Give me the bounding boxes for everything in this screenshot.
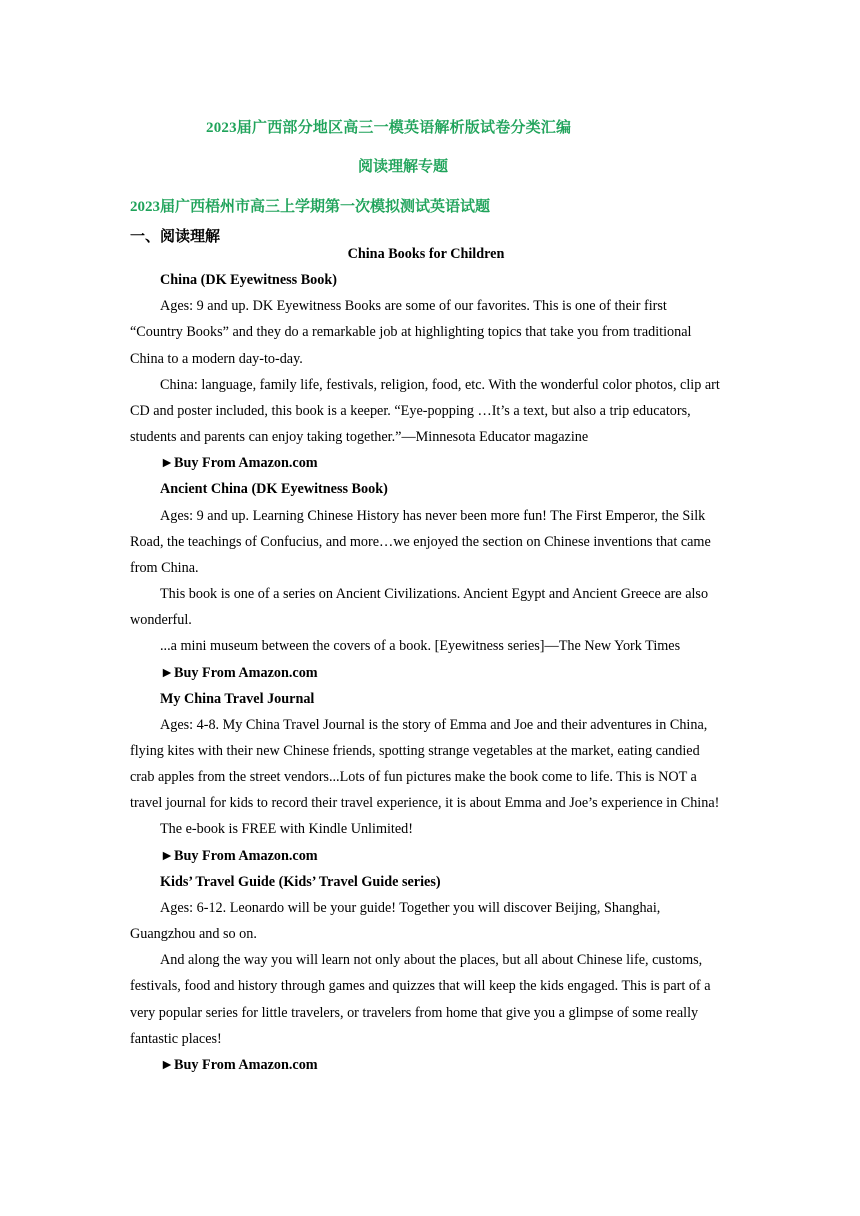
- book-paragraph: The e-book is FREE with Kindle Unlimited!: [160, 821, 413, 838]
- section-label: 一、阅读理解: [130, 229, 221, 245]
- book-title: Kids’ Travel Guide (Kids’ Travel Guide series): [160, 873, 441, 890]
- buy-link[interactable]: ►Buy From Amazon.com: [160, 847, 318, 864]
- document-title: 2023届广西部分地区高三一模英语解析版试卷分类汇编: [206, 120, 572, 136]
- buy-link[interactable]: ►Buy From Amazon.com: [160, 664, 318, 681]
- document-subtitle: 阅读理解专题: [358, 159, 449, 175]
- book-title: China (DK Eyewitness Book): [160, 272, 337, 289]
- book-title: My China Travel Journal: [160, 690, 315, 707]
- book-paragraph: ...a mini museum between the covers of a book. [Eyewitness series]—The New York Times: [160, 638, 681, 655]
- book-paragraph: Ages: 4-8. My China Travel Journal is the story of Emma and Joe and their adventures in China, flying kites with their new Chinese friends, spotting strange vegetables at the market, eating candied crab apples from the street vendors...Lots of fun pictures make the book come to life. This is NOT a travel journal for kids to record their travel experience, it is about Emma and Joe’s experience in China!: [130, 716, 720, 812]
- book-paragraph: Ages: 6-12. Leonardo will be your guide! Together you will discover Beijing, Shanghai, Guangzhou and so on.: [130, 899, 661, 943]
- article-title: China Books for Children: [347, 246, 505, 262]
- buy-link[interactable]: ►Buy From Amazon.com: [160, 1056, 318, 1073]
- book-paragraph: Ages: 9 and up. Learning Chinese History has never been more fun! The First Emperor, the Silk Road, the teachings of Confucius, and more…we enjoyed the section on Chinese inventions that came from China.: [130, 507, 711, 576]
- book-title: Ancient China (DK Eyewitness Book): [160, 481, 388, 498]
- book-paragraph: And along the way you will learn not only about the places, but all about Chinese life, customs, festivals, food and history through games and quizzes that will keep the kids engaged. This is part of a very popular series for little travelers, or travelers from home that give you a glimpse of some really fantastic places!: [130, 952, 711, 1047]
- article-body: [130, 241, 722, 1078]
- buy-link[interactable]: ►Buy From Amazon.com: [160, 455, 318, 472]
- book-paragraph: This book is one of a series on Ancient Civilizations. Ancient Egypt and Ancient Greece are also wonderful.: [130, 586, 709, 629]
- exam-title: 2023届广西梧州市高三上学期第一次模拟测试英语试题: [130, 199, 491, 215]
- book-paragraph: Ages: 9 and up. DK Eyewitness Books are some of our favorites. This is one of their first “Country Books” and they do a remarkable job at highlighting topics that take you from traditional China to a modern day-to-day.: [130, 298, 692, 367]
- book-paragraph: China: language, family life, festivals, religion, food, etc. With the wonderful color photos, clip art CD and poster included, this book is a keeper. “Eye-popping …It’s a text, but also a trip educators, students and parents can enjoy taking together.”—Minnesota Educator magazine: [130, 376, 720, 446]
